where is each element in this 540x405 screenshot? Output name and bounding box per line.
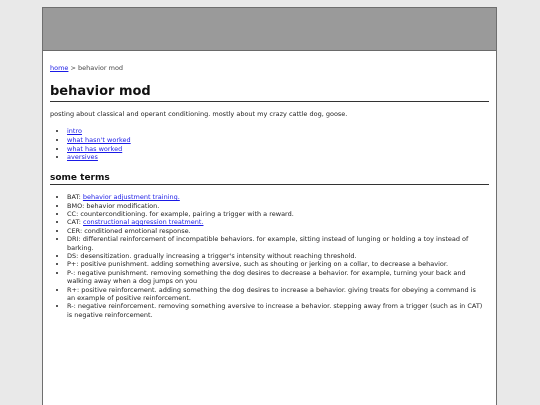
toc-link-aversives[interactable]: aversives xyxy=(67,153,98,162)
toc-item xyxy=(67,145,489,154)
toc-item xyxy=(67,153,489,162)
term-item-dri: • DRI: differential reinforcement of incompatible behaviors. for example, sitting instead of lunging or holding a toy instead of barking. xyxy=(67,235,483,252)
terms-list xyxy=(50,193,489,319)
breadcrumb xyxy=(50,64,489,72)
main-content xyxy=(43,51,496,319)
term-link-cat[interactable]: constructional aggression treatment. xyxy=(83,218,204,227)
term-item-cc: • CC: counterconditioning. for example, pairing a trigger with a reward. xyxy=(67,210,483,218)
breadcrumb-current: behavior mod xyxy=(78,64,124,72)
term-item-p-minus: • P-: negative punishment. removing something the dog desires to decrease a behavior. for example, turning your back and walking away when a dog jumps on you xyxy=(67,269,483,286)
toc-item xyxy=(67,136,489,145)
toc-link-intro[interactable]: intro xyxy=(67,127,82,135)
term-item-p-plus: • P+: positive punishment. adding something aversive, such as shouting or jerking on a collar, to decrease a behavior. xyxy=(67,260,483,268)
term-link-bat[interactable]: behavior adjustment training. xyxy=(82,193,180,202)
term-label: CAT: xyxy=(67,218,83,227)
terms-heading: some terms xyxy=(50,173,489,185)
term-label: BAT: xyxy=(67,193,83,202)
breadcrumb-home-link[interactable]: home xyxy=(50,64,69,72)
toc-link-what-has-worked[interactable]: what has worked xyxy=(67,144,123,153)
header-banner xyxy=(43,8,496,51)
page-title: behavior mod xyxy=(50,84,489,102)
term-item-r-minus: • R-: negative reinforcement. removing something aversive to increase a behavior. stepping away from a trigger (such as in CAT) is negative reinforcement. xyxy=(67,302,483,319)
breadcrumb-separator: > xyxy=(68,64,79,72)
toc-item xyxy=(67,127,489,136)
term-item-bmo: • BMO: behavior modification. xyxy=(67,202,483,210)
table-of-contents xyxy=(50,127,489,162)
term-item-bat xyxy=(67,193,483,201)
term-item-ds: • DS: desensitization. gradually increasing a trigger's intensity without reaching threshold. xyxy=(67,252,483,260)
term-item-cer: • CER: conditioned emotional response. xyxy=(67,227,483,235)
term-item-cat xyxy=(67,218,483,226)
toc-link-what-hasnt-worked[interactable]: what hasn't worked xyxy=(67,135,131,144)
page-container xyxy=(42,7,497,405)
term-item-r-plus: • R+: positive reinforcement. adding something the dog desires to increase a behavior. giving treats for obeying a command is an example of positive reinforcement. xyxy=(67,286,483,303)
page-description: posting about classical and operant conditioning. mostly about my crazy cattle dog, goose. xyxy=(50,110,348,118)
